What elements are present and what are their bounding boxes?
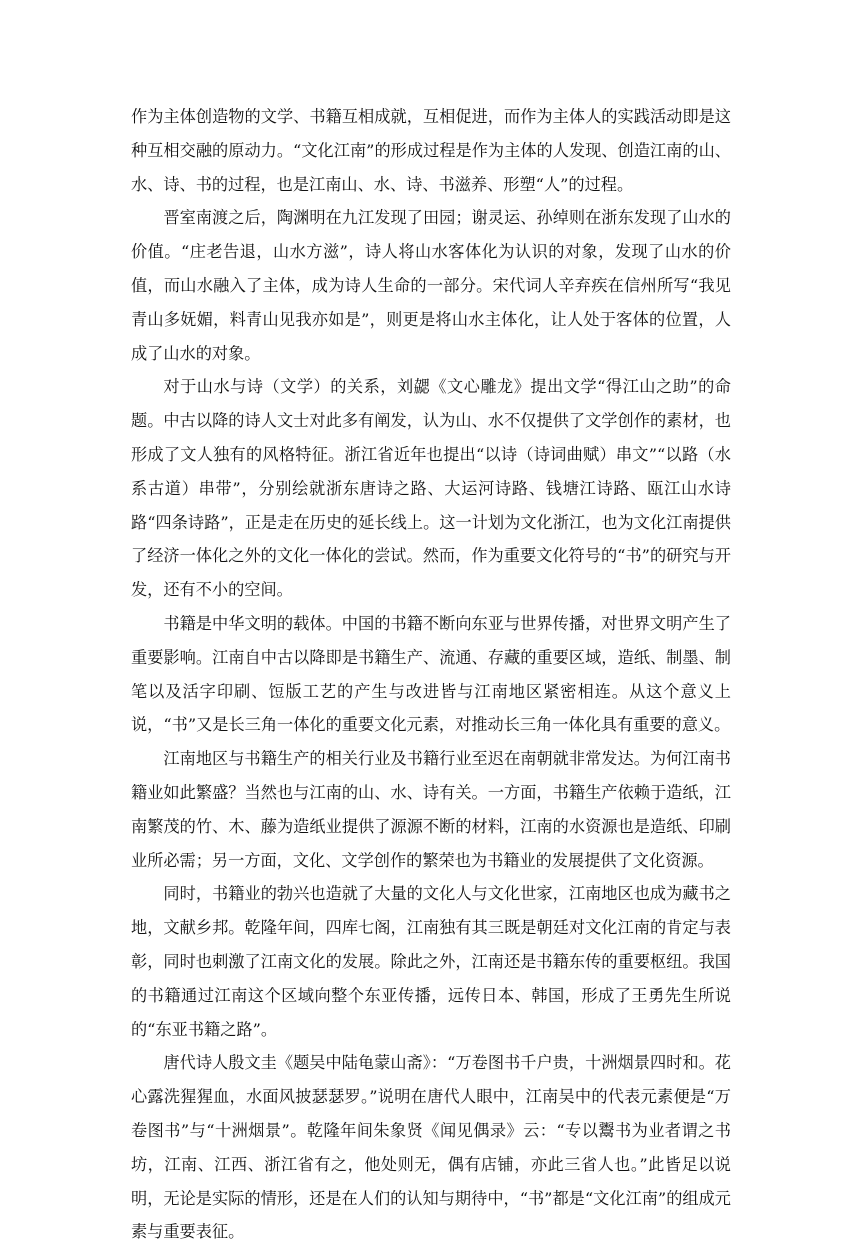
paragraph-2: 晋室南渡之后，陶渊明在九江发现了田园；谢灵运、孙绰则在浙东发现了山水的价值。“庄老告退，山水方滋”，诗人将山水客体化为认识的对象，发现了山水的价值，而山水融入了主体，成为诗人生命的一部分。宋代词人辛弃疾在信州所写“我见青山多妩媚，料青山见我亦如是”，则更是将山水主体化，让人处于客体的位置，人成了山水的对象。 <box>131 208 731 363</box>
paragraph-3: 对于山水与诗（文学）的关系，刘勰《文心雕龙》提出文学“得江山之助”的命题。中古以降的诗人文士对此多有阐发，认为山、水不仅提供了文学创作的素材，也形成了文人独有的风格特征。浙江省近年也提出“以诗（诗词曲赋）串文”“以路（水系古道）串带”，分别绘就浙东唐诗之路、大运河诗路、钱塘江诗路、瓯江山水诗路“四条诗路”，正是走在历史的延长线上。这一计划为文化浙江，也为文化江南提供了经济一体化之外的文化一体化的尝试。然而，作为重要文化符号的“书”的研究与开发，还有不小的空间。 <box>131 377 731 600</box>
paragraph-4: 书籍是中华文明的载体。中国的书籍不断向东亚与世界传播，对世界文明产生了重要影响。江南自中古以降即是书籍生产、流通、存藏的重要区域，造纸、制墨、制笔以及活字印刷、饾版工艺的产生与改进皆与江南地区紧密相连。从这个意义上说，“书”又是长三角一体化的重要文化元素，对推动长三角一体化具有重要的意义。 <box>131 613 731 735</box>
paragraph-1: 作为主体创造物的文学、书籍互相成就，互相促进，而作为主体人的实践活动即是这种互相交融的原动力。“文化江南”的形成过程是作为主体的人发现、创造江南的山、水、诗、书的过程，也是江南山、水、诗、书滋养、形塑“人”的过程。 <box>131 107 731 194</box>
paragraph-6: 同时，书籍业的勃兴也造就了大量的文化人与文化世家，江南地区也成为藏书之地，文献乡邦。乾隆年间，四库七阁，江南独有其三既是朝廷对文化江南的肯定与表彰，同时也刺激了江南文化的发展。除此之外，江南还是书籍东传的重要枢纽。我国的书籍通过江南这个区域向整个东亚传播，远传日本、韩国，形成了王勇先生所说的“东亚书籍之路”。 <box>131 884 731 1039</box>
document-page <box>131 100 731 1249</box>
paragraph-5: 江南地区与书籍生产的相关行业及书籍行业至迟在南朝就非常发达。为何江南书籍业如此繁盛？当然也与江南的山、水、诗有关。一方面，书籍生产依赖于造纸，江南繁茂的竹、木、藤为造纸业提供了源源不断的材料，江南的水资源也是造纸、印刷业所必需；另一方面，文化、文学创作的繁荣也为书籍业的发展提供了文化资源。 <box>131 749 731 870</box>
paragraph-7: 唐代诗人殷文圭《题吴中陆龟蒙山斋》：“万卷图书千户贵，十洲烟景四时和。花心露洗猩猩血，水面风披瑟瑟罗。”说明在唐代人眼中，江南吴中的代表元素便是“万卷图书”与“十洲烟景”。乾隆年间朱象贤《闻见偶录》云：“专以鬻书为业者谓之书坊，江南、江西、浙江省有之，他处则无，偶有店铺，亦此三省人也。”此皆足以说明，无论是实际的情形，还是在人们的认知与期待中，“书”都是“文化江南”的组成元素与重要表征。 <box>131 1053 731 1242</box>
